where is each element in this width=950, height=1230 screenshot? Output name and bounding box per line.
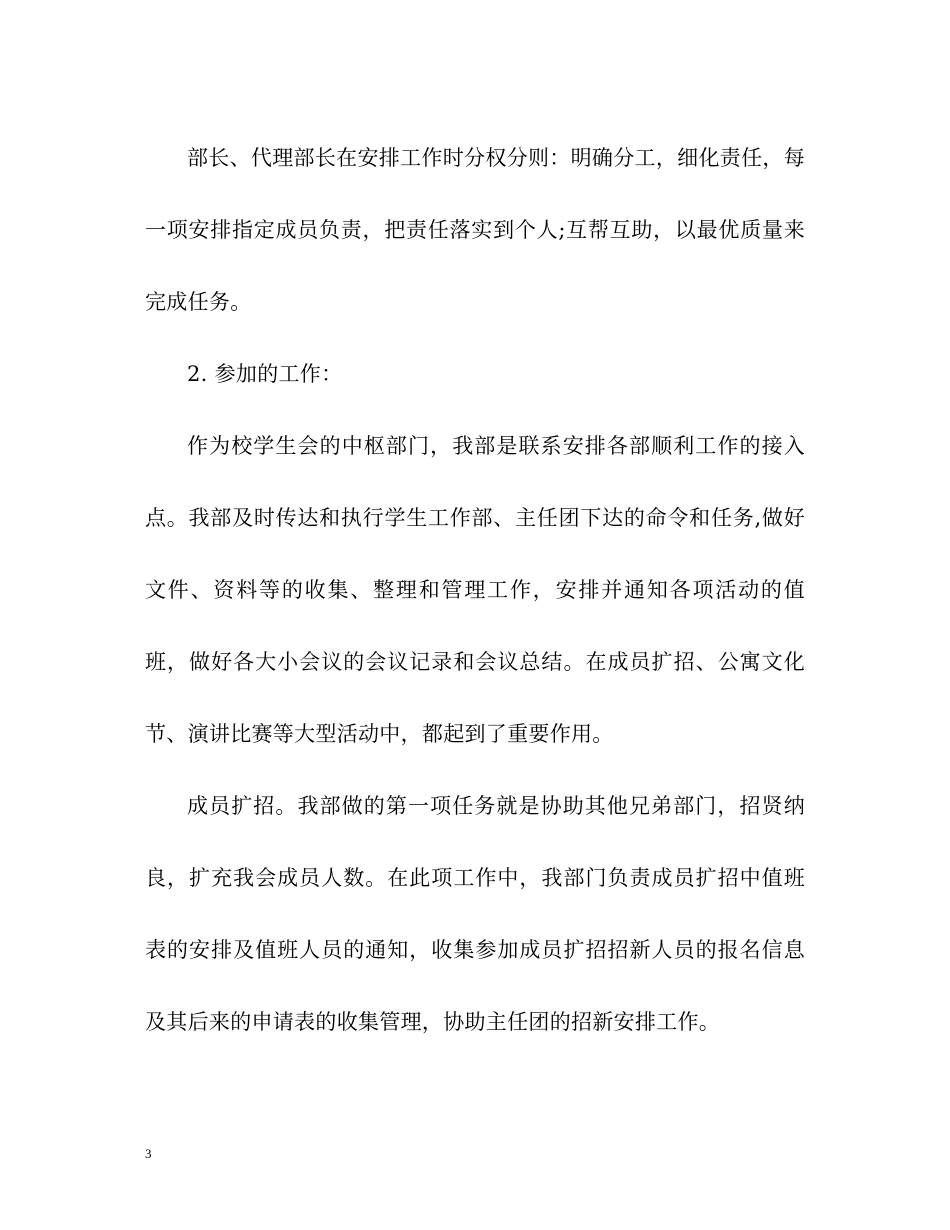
paragraph-member-recruitment: 成员扩招。我部做的第一项任务就是协助其他兄弟部门，招贤纳良，扩充我会成员人数。在此项工作中，我部门负责成员扩招中值班表的安排及值班人员的通知，收集参加成员扩招招新人员的报名信息及其后来的申请表的收集管理，协助主任团的招新安排工作。 [145, 794, 805, 1034]
document-body [145, 122, 805, 1058]
paragraph-work-division: 部长、代理部长在安排工作时分权分则：明确分工，细化责任，每一项安排指定成员负责，把责任落实到个人;互帮互助，以最优质量来完成任务。 [145, 146, 805, 314]
paragraph-central-department: 作为校学生会的中枢部门，我部是联系安排各部顺利工作的接入点。我部及时传达和执行学生工作部、主任团下达的命令和任务,做好文件、资料等的收集、整理和管理工作，安排并通知各项活动的值班，做好各大小会议的会议记录和会议总结。在成员扩招、公寓文化节、演讲比赛等大型活动中，都起到了重要作用。 [145, 434, 805, 746]
page-number: 3 [145, 1146, 152, 1161]
section-heading-participated-work: 2. 参加的工作： [187, 362, 343, 386]
